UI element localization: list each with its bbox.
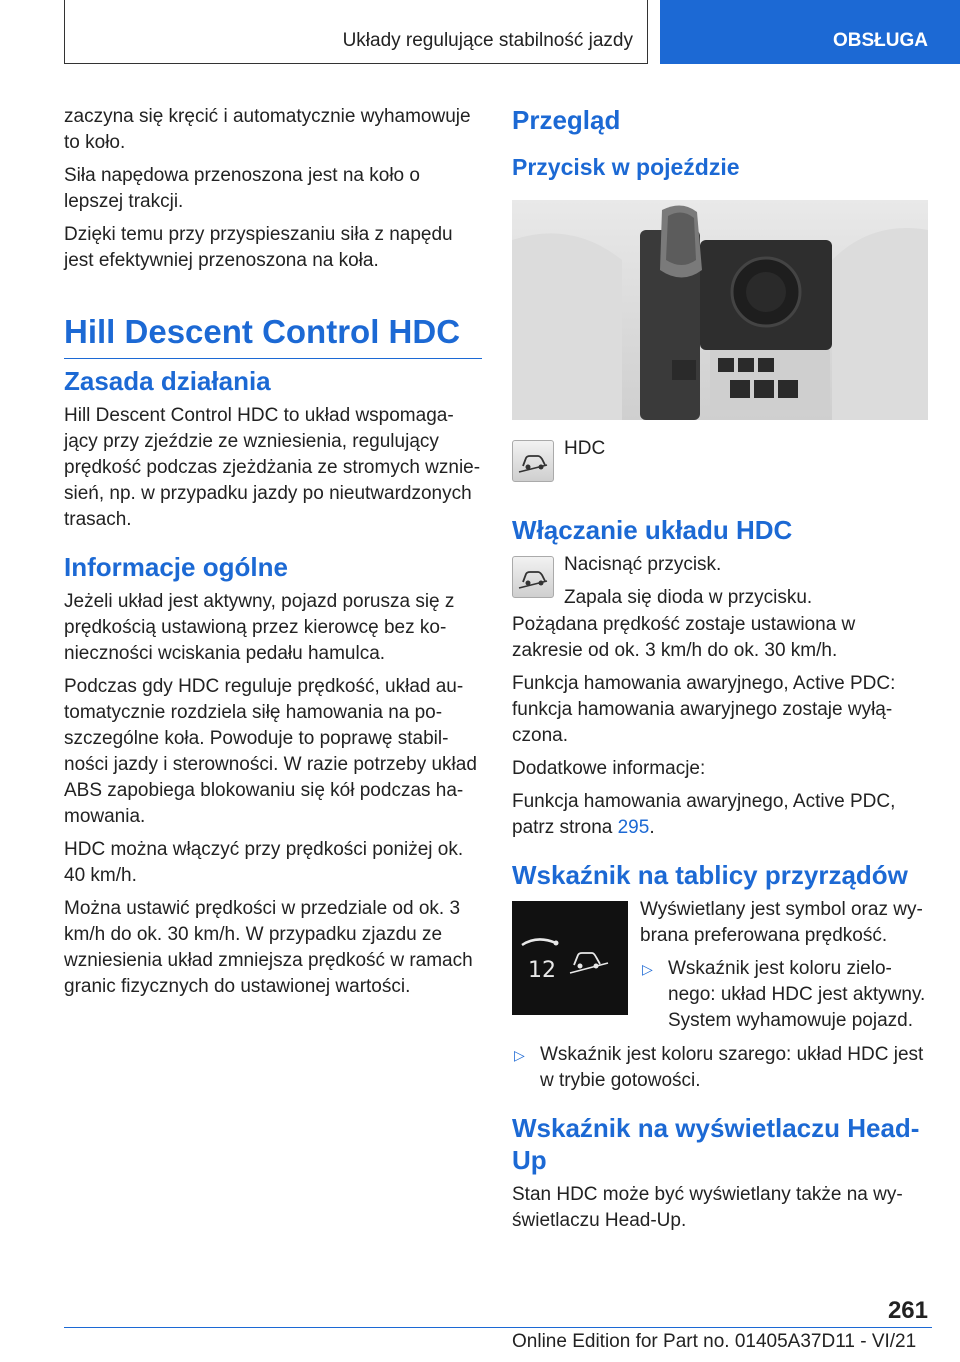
paragraph: Siła napędowa przenoszona jest na koło o lepszej trakcji. [64, 165, 420, 212]
heading-principle: Zasada działania [64, 366, 271, 396]
header-chapter-tab [660, 0, 960, 64]
page-link-295[interactable]: 295 [617, 817, 650, 838]
hdc-label: HDC [564, 438, 606, 459]
hdc-car-descent-icon [512, 556, 554, 598]
heading-instrument-cluster: Wskaźnik na tablicy przyrządów [512, 860, 908, 890]
paragraph: Jeżeli układ jest aktywny, pojazd porusza się z prędkością ustawioną przez kierowcę bez ko-nieczności wciskania pedału hamulca. [64, 591, 455, 664]
paragraph: zaczyna się kręcić i automatycznie wyhamowuje to koło. [64, 106, 471, 153]
center-console-illustration [512, 200, 928, 420]
paragraph: Funkcja hamowania awaryjnego, Active PDC: funkcja hamowania awaryjnego zostaje wyłą-czona. [512, 673, 896, 746]
paragraph: Stan HDC może być wyświetlany także na wy-świetlaczu Head-Up. [512, 1184, 903, 1231]
step-press-button: Nacisnąć przycisk. [564, 554, 722, 575]
section-title-hdc: Hill Descent Control HDC [64, 312, 482, 359]
heading-overview: Przegląd [512, 105, 621, 135]
header-chapter-label: OBSŁUGA [833, 30, 928, 51]
reference-end: . [649, 817, 655, 838]
right-column [512, 104, 930, 1241]
header-section-box [64, 0, 648, 64]
footer-divider [64, 1327, 932, 1328]
paragraph: Pożądana prędkość zostaje ustawiona w zakresie od ok. 3 km/h do ok. 30 km/h. [512, 614, 856, 661]
cluster-speed-value: 12 [528, 958, 556, 983]
paragraph: Dodatkowe informacje: [512, 758, 706, 779]
page-number: 261 [887, 1297, 928, 1324]
cluster-display-image [512, 901, 628, 1015]
enable-steps [512, 552, 930, 612]
heading-head-up-display: Wskaźnik na wyświetlaczu Head-Up [512, 1113, 920, 1175]
paragraph: Podczas gdy HDC reguluje prędkość, układ au-tomatycznie rozdziela siłę hamowania na po-szczególne koła. Powoduje to poprawę stabil-ności jazdy i sterowności. W razie potrzeby układ ABS zapobiega blokowaniu się kół podczas ha-mowania. [64, 676, 477, 827]
paragraph: Dzięki temu przy przyspieszaniu siła z napędu jest efektywniej przenoszona na koła. [64, 224, 453, 271]
cluster-bullets-inner [640, 956, 930, 1034]
hdc-car-descent-icon [512, 440, 554, 482]
triangle-right-icon: ▷ [642, 961, 653, 977]
left-column [64, 104, 482, 1007]
cluster-indicator-block [512, 897, 930, 1034]
footer-edition: Online Edition for Part no. 01405A37D11 - VI/21 [512, 1331, 917, 1352]
paragraph: Można ustawić prędkości w przedziale od ok. 3 km/h do ok. 30 km/h. W przypadku zjazdu ze wzniesienia układ zmniejsza prędkość w ramach granic fizycznych do ustawionej wartości. [64, 898, 473, 997]
cluster-bullets-outer [512, 1042, 930, 1094]
step-led-lights: Zapala się dioda w przycisku. [564, 587, 813, 608]
triangle-right-icon: ▷ [514, 1047, 525, 1063]
list-item: ▷ Wskaźnik jest koloru zielo-nego: układ HDC jest aktywny. System wyhamowuje pojazd. [642, 958, 926, 1031]
center-console-photo [512, 200, 928, 420]
page-reference [512, 789, 930, 841]
list-item: ▷ Wskaźnik jest koloru szarego: układ HDC jest w trybie gotowości. [514, 1044, 924, 1091]
hdc-button-legend [512, 436, 930, 496]
heading-button-in-vehicle: Przycisk w pojeździe [512, 154, 740, 180]
paragraph: HDC można włączyć przy prędkości poniżej ok. 40 km/h. [64, 839, 464, 886]
heading-enable-hdc: Włączanie układu HDC [512, 515, 793, 545]
hdc-car-descent-icon [574, 953, 600, 965]
header-section-title: Układy regulujące stabilność jazdy [342, 30, 633, 51]
paragraph: Hill Descent Control HDC to układ wspomaga-jący przy zjeździe ze wzniesienia, regulujący prędkość podczas zjeżdżania ze stromych wznie-sień, np. w przypadku jazdy po nieutwardzonych trasach. [64, 405, 481, 530]
heading-general-info: Informacje ogólne [64, 552, 288, 582]
reference-text: Funkcja hamowania awaryjnego, Active PDC, patrz strona [512, 791, 896, 838]
paragraph: Wyświetlany jest symbol oraz wy-brana preferowana prędkość. [640, 899, 923, 946]
